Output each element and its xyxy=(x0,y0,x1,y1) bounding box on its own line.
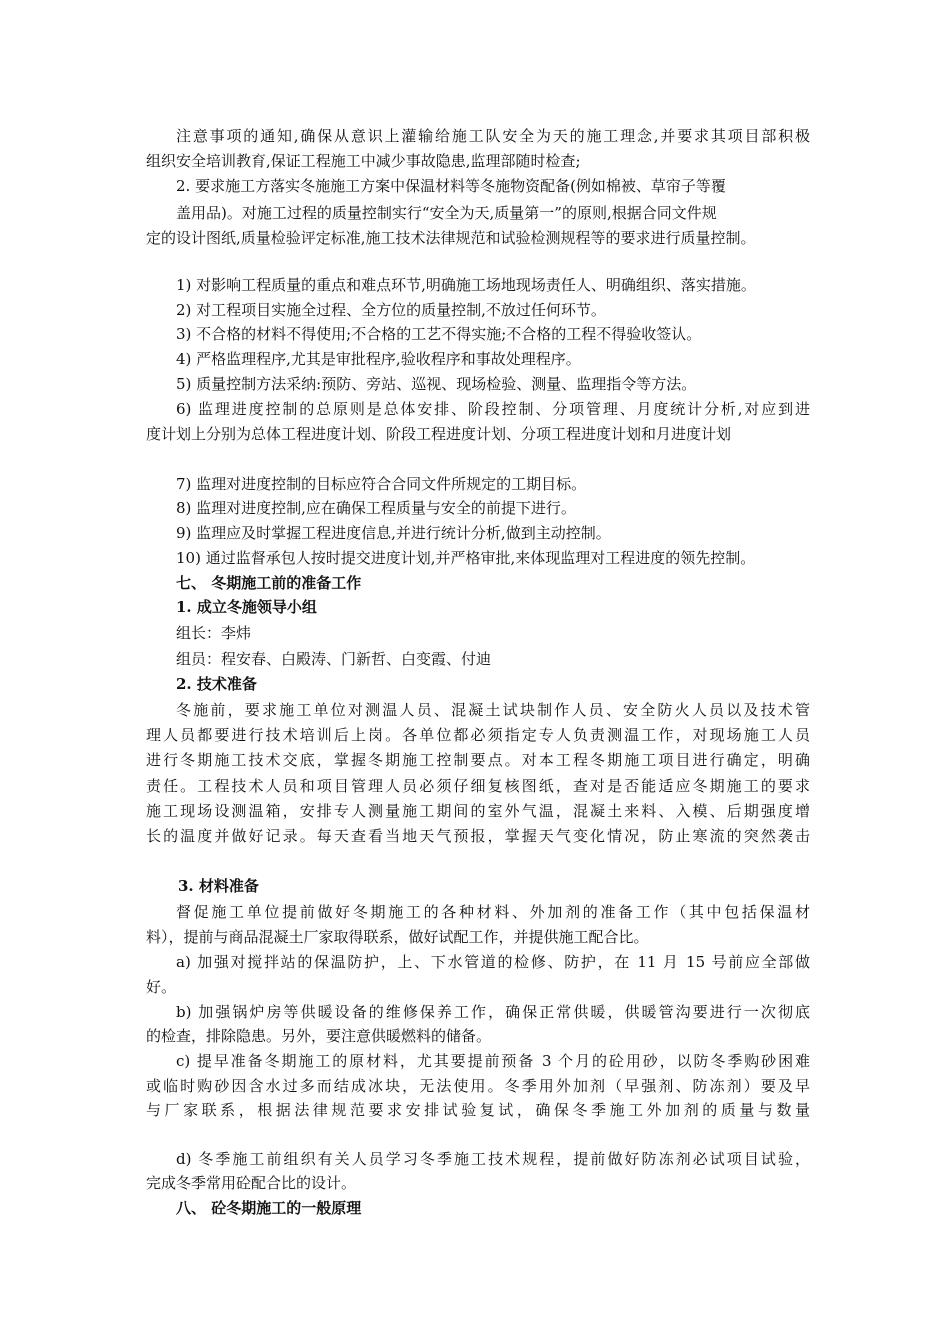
paragraph-line: 与厂家联系，根据法律规范要求安排试验复试，确保冬季施工外加剂的质量与数量 xyxy=(146,1101,810,1119)
paragraph-line: 注意事项的通知,确保从意识上灌输给施工队安全为天的施工理念,并要求其项目部积极 xyxy=(176,127,810,145)
paragraph-line: 施工现场设测温箱，安排专人测量施工期间的室外气温，混凝土来料、入模、后期强度增 xyxy=(146,802,810,820)
paragraph-line: 冬施前，要求施工单位对测温人员、混凝土试块制作人员、安全防火人员以及技术管 xyxy=(176,701,810,719)
paragraph-line: 进行冬期施工技术交底，掌握冬期施工控制要点。对本工程冬期施工项目进行确定，明确 xyxy=(146,751,810,769)
paragraph-line: 料），提前与商品混凝土厂家取得联系，做好试配工作，并提供施工配合比。 xyxy=(146,928,649,946)
paragraph-line: 组织安全培训教育,保证工程施工中减少事故隐患,监理部随时检查; xyxy=(146,152,581,170)
paragraph-line: 督促施工单位提前做好冬期施工的各种材料、外加剂的准备工作（其中包括保温材 xyxy=(176,903,810,921)
paragraph-line: 或临时购砂因含水过多而结成冰块，无法使用。冬季用外加剂（早强剂、防冻剂）要及早 xyxy=(146,1077,810,1095)
paragraph-line: 组员：程安春、白殿涛、门新哲、白变霞、付迪 xyxy=(176,650,492,668)
list-item: 5) 质量控制方法采纳:预防、旁站、巡视、现场检验、测量、监理指令等方法。 xyxy=(176,375,697,393)
paragraph-line: 长的温度并做好记录。每天查看当地天气预报，掌握天气变化情况，防止寒流的突然袭击 xyxy=(146,827,810,845)
paragraph-line: 盖用品)。对施工过程的质量控制实行“安全为天,质量第一”的原则,根据合同文件规 xyxy=(176,204,717,222)
list-item: 6) 监理进度控制的总原则是总体安排、阶段控制、分项管理、月度统计分析,对应到进 xyxy=(176,400,810,418)
list-item: 7) 监理对进度控制的目标应符合合同文件所规定的工期目标。 xyxy=(176,475,587,493)
subsection-heading: 1. 成立冬施领导小组 xyxy=(176,598,317,616)
list-item: 3) 不合格的材料不得使用;不合格的工艺不得实施;不合格的工程不得验收签认。 xyxy=(176,325,702,343)
section-heading: 七、 冬期施工前的准备工作 xyxy=(176,574,362,592)
section-heading: 八、 砼冬期施工的一般原理 xyxy=(176,1199,362,1217)
paragraph-line: 理人员都要进行技术培训后上岗。各单位都必须指定专人负责测温工作，对现场施工人员 xyxy=(146,726,810,744)
list-item: 度计划上分别为总体工程进度计划、阶段工程进度计划、分项工程进度计划和月进度计划 xyxy=(146,425,732,443)
paragraph-line: a) 加强对搅拌站的保温防护，上、下水管道的检修、防护，在 11 月 15 号前应全部做 xyxy=(176,953,810,971)
list-item: 8) 监理对进度控制,应在确保工程质量与安全的前提下进行。 xyxy=(176,499,576,517)
subsection-heading: 2. 技术准备 xyxy=(176,675,257,693)
list-item: 9) 监理应及时掌握工程进度信息,并进行统计分析,做到主动控制。 xyxy=(176,524,611,542)
paragraph-line: 责任。工程技术人员和项目管理人员必须仔细复核图纸，查对是否能适应冬期施工的要求 xyxy=(146,777,810,795)
subsection-heading: 3. 材料准备 xyxy=(178,877,259,895)
paragraph-line: 定的设计图纸,质量检验评定标准,施工技术法律规范和试验检测规程等的要求进行质量控制。 xyxy=(146,229,756,247)
paragraph-line: 2. 要求施工方落实冬施施工方案中保温材料等冬施物资配备(例如棉被、草帘子等覆 xyxy=(176,177,726,195)
paragraph-line: b) 加强锅炉房等供暖设备的维修保养工作，确保正常供暖，供暖管沟要进行一次彻底 xyxy=(176,1003,810,1021)
paragraph-line: d) 冬季施工前组织有关人员学习冬季施工技术规程，提前做好防冻剂必试项目试验， xyxy=(176,1150,810,1168)
list-item: 4) 严格监理程序,尤其是审批程序,验收程序和事故处理程序。 xyxy=(176,350,581,368)
paragraph-line: 组长：李炜 xyxy=(176,624,252,642)
paragraph-line: 好。 xyxy=(146,978,177,996)
paragraph-line: c) 提早准备冬期施工的原材料，尤其要提前预备 3 个月的砼用砂，以防冬季购砂困难 xyxy=(176,1052,810,1070)
list-item: 1) 对影响工程质量的重点和难点环节,明确施工场地现场责任人、明确组织、落实措施。 xyxy=(176,276,756,294)
list-item: 2) 对工程项目实施全过程、全方位的质量控制,不放过任何环节。 xyxy=(176,301,606,319)
list-item: 10) 通过监督承包人按时提交进度计划,并严格审批,来体现监理对工程进度的领先控制。 xyxy=(176,549,756,567)
paragraph-line: 完成冬季常用砼配合比的设计。 xyxy=(146,1174,357,1192)
paragraph-line: 的检查，排除隐患。另外，要注意供暖燃料的储备。 xyxy=(146,1027,492,1045)
